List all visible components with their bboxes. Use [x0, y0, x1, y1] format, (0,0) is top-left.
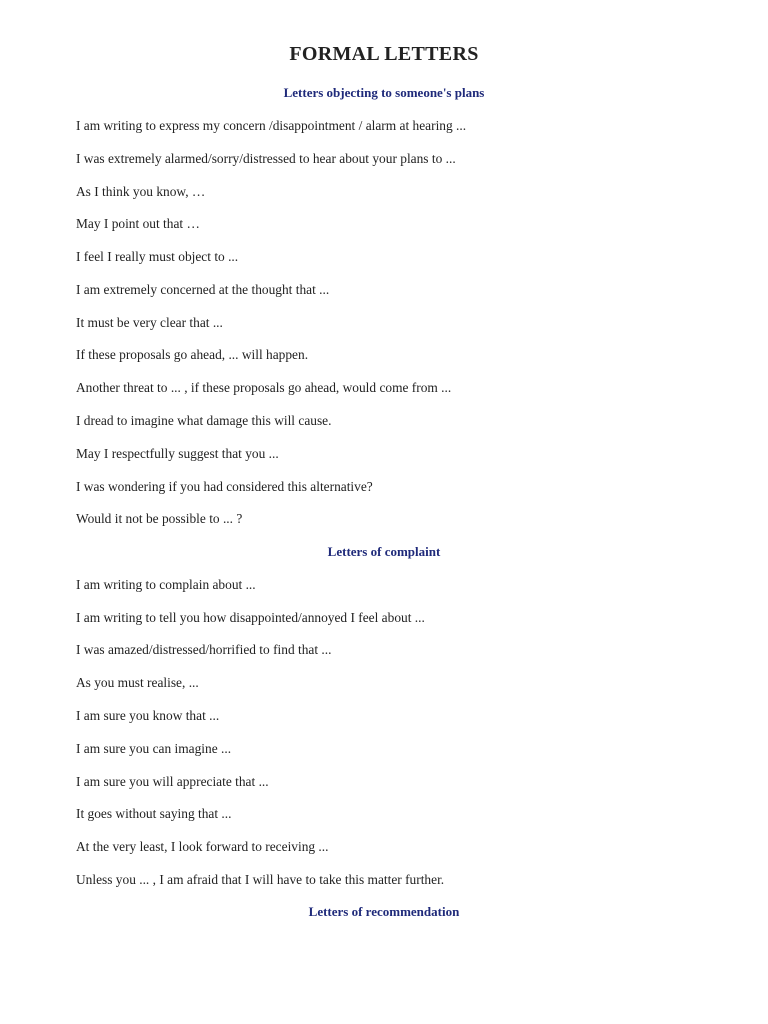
phrase-line: As you must realise, ...	[76, 675, 199, 690]
phrase-line: I am sure you know that ...	[76, 708, 220, 723]
phrase-line: Unless you ... , I am afraid that I will have to take this matter further.	[76, 872, 445, 887]
phrase-line: I am writing to complain about ...	[76, 577, 256, 592]
section-heading-objecting: Letters objecting to someone's plans	[283, 85, 485, 100]
phrase-line: I feel I really must object to ...	[76, 249, 239, 264]
phrase-line: Would it not be possible to ... ?	[76, 511, 243, 526]
phrase-line: As I think you know, …	[76, 184, 206, 199]
phrase-line: I am extremely concerned at the thought that ...	[76, 282, 330, 297]
phrase-line: I was wondering if you had considered this alternative?	[76, 479, 373, 494]
phrase-line: I was extremely alarmed/sorry/distressed to hear about your plans to ...	[76, 151, 456, 166]
phrase-line: May I point out that …	[76, 216, 200, 231]
phrase-line: It must be very clear that ...	[76, 315, 223, 330]
section-heading-recommendation: Letters of recommendation	[308, 904, 460, 919]
phrase-line: At the very least, I look forward to receiving ...	[76, 839, 329, 854]
phrase-line: I am writing to express my concern /disappointment / alarm at hearing ...	[76, 118, 467, 133]
phrase-line: I am writing to tell you how disappointed/annoyed I feel about ...	[76, 610, 425, 625]
section-heading-complaint: Letters of complaint	[327, 544, 441, 559]
phrase-line: Another threat to ... , if these proposals go ahead, would come from ...	[76, 380, 452, 395]
phrase-line: If these proposals go ahead, ... will happen.	[76, 347, 309, 362]
phrase-line: I am sure you can imagine ...	[76, 741, 232, 756]
phrase-line: I am sure you will appreciate that ...	[76, 774, 269, 789]
phrase-line: I was amazed/distressed/horrified to find that ...	[76, 642, 332, 657]
phrase-line: I dread to imagine what damage this will cause.	[76, 413, 332, 428]
phrase-line: May I respectfully suggest that you ...	[76, 446, 279, 461]
phrase-line: It goes without saying that ...	[76, 806, 232, 821]
document-title: FORMAL LETTERS	[289, 43, 479, 65]
